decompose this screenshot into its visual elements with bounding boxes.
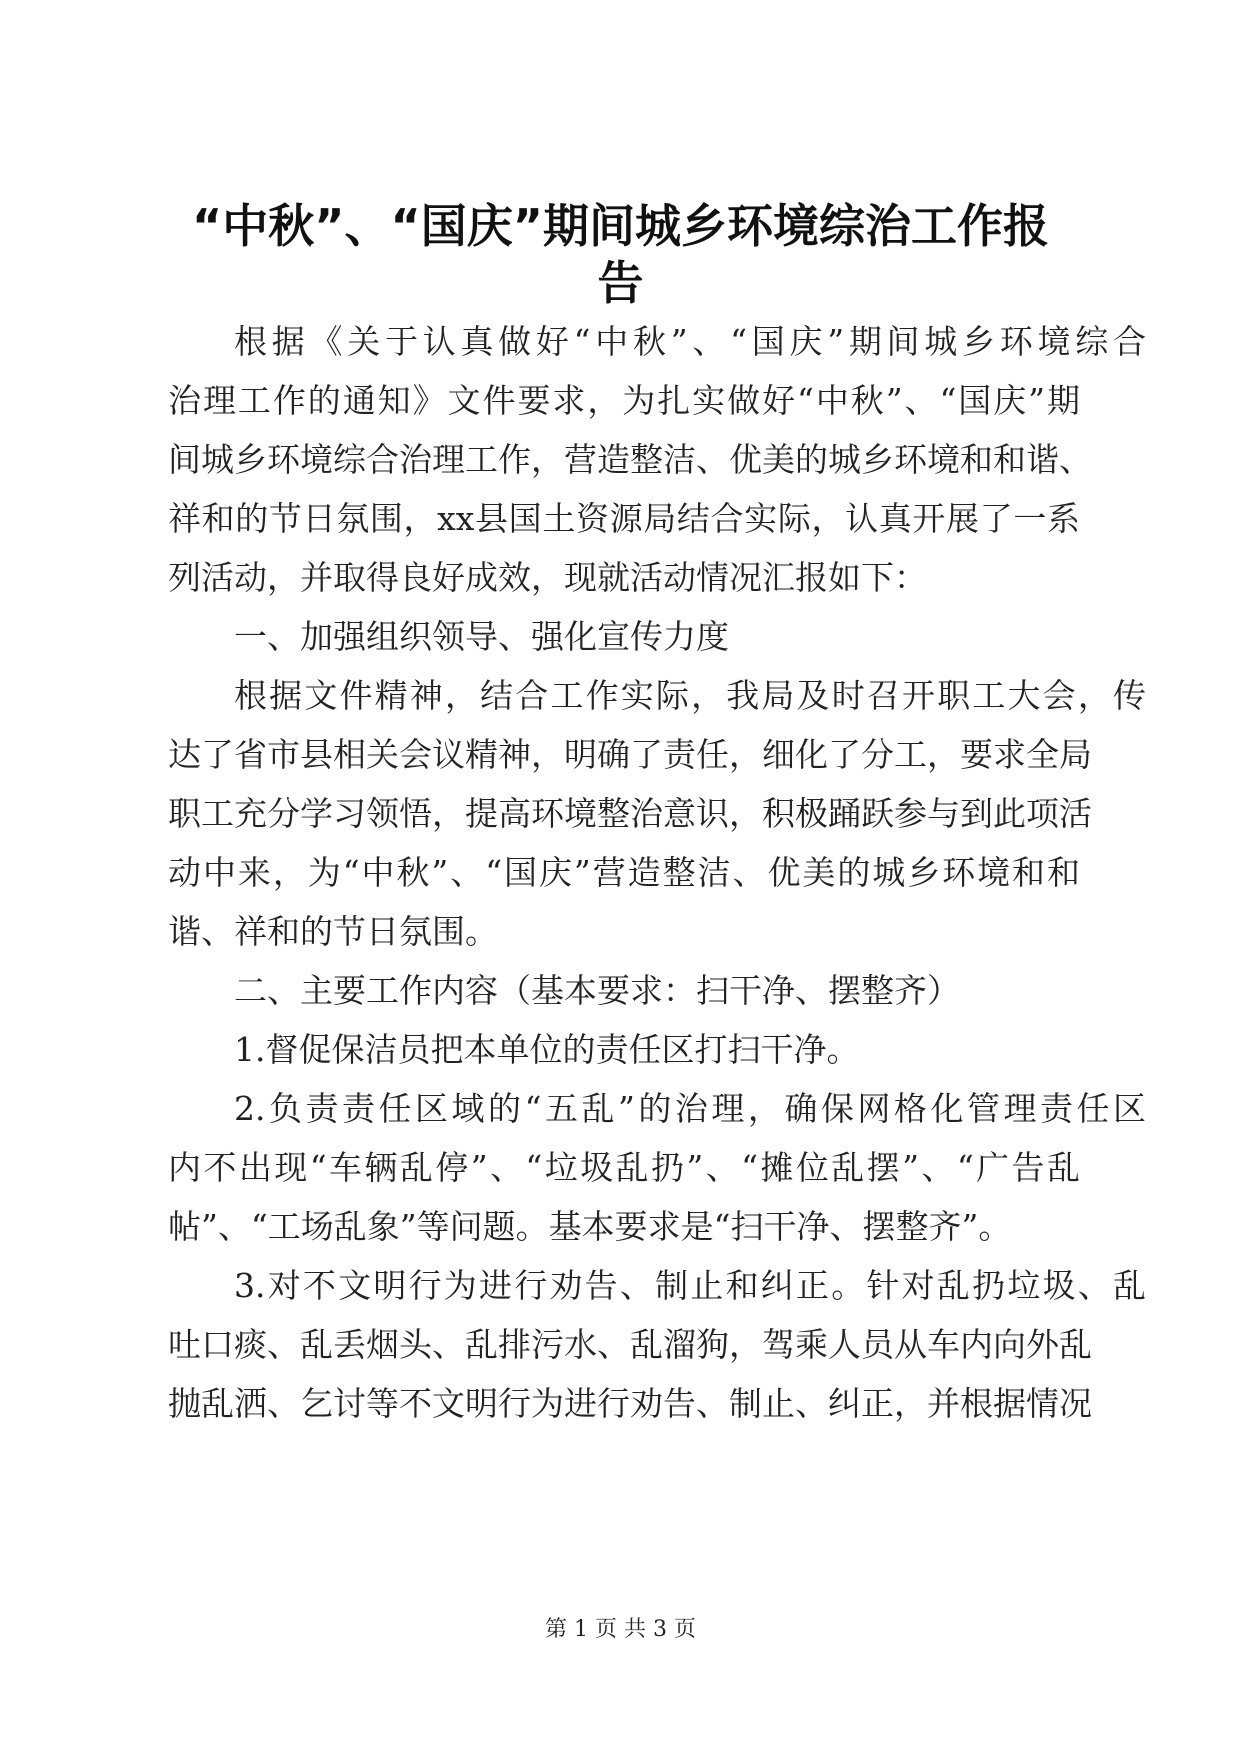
paragraph-line: 职工充分学习领悟，提高环境整治意识，积极踊跃参与到此项活 (168, 794, 1092, 833)
page-number-footer: 第 1 页 共 3 页 (545, 1617, 696, 1642)
paragraph-line: 治理工作的通知》文件要求，为扎实做好“中秋”、“国庆”期 (168, 381, 1080, 420)
list-item: 1.督促保洁员把本单位的责任区打扫干净。 (234, 1030, 860, 1069)
paragraph-line: 祥和的节日氛围，xx县国土资源局结合实际，认真开展了一系 (168, 499, 1080, 538)
paragraph-line: 根据《关于认真做好“中秋”、“国庆”期间城乡环境综合 (234, 322, 1146, 361)
list-item: 3.对不文明行为进行劝告、制止和纠正。针对乱扔垃圾、乱 (234, 1266, 1146, 1305)
paragraph-line: 内不出现“车辆乱停”、“垃圾乱扔”、“摊位乱摆”、“广告乱 (168, 1148, 1080, 1187)
paragraph-line: 根据文件精神，结合工作实际，我局及时召开职工大会，传 (234, 676, 1146, 715)
document-title-line-2: 告 (597, 256, 644, 310)
paragraph-line: 抛乱洒、乞讨等不文明行为进行劝告、制止、纠正，并根据情况 (168, 1384, 1092, 1423)
paragraph-line: 帖”、“工场乱象”等问题。基本要求是“扫干净、摆整齐”。 (168, 1207, 1012, 1246)
list-item: 2.负责责任区域的“五乱”的治理，确保网格化管理责任区 (234, 1089, 1146, 1128)
paragraph-line: 达了省市县相关会议精神，明确了责任，细化了分工，要求全局 (168, 735, 1092, 774)
paragraph-line: 动中来，为“中秋”、“国庆”营造整洁、优美的城乡环境和和 (168, 853, 1080, 892)
paragraph-line: 吐口痰、乱丢烟头、乱排污水、乱溜狗，驾乘人员从车内向外乱 (168, 1325, 1092, 1364)
document-title-line-1: “中秋”、“国庆”期间城乡环境综治工作报 (192, 199, 1049, 253)
paragraph-line: 间城乡环境综合治理工作，营造整洁、优美的城乡环境和和谐、 (168, 440, 1092, 479)
paragraph-line: 谐、祥和的节日氛围。 (168, 912, 498, 951)
section-heading: 一、加强组织领导、强化宣传力度 (234, 617, 729, 656)
paragraph-line: 列活动，并取得良好成效，现就活动情况汇报如下： (168, 558, 927, 597)
section-heading: 二、主要工作内容（基本要求：扫干净、摆整齐） (234, 971, 960, 1010)
